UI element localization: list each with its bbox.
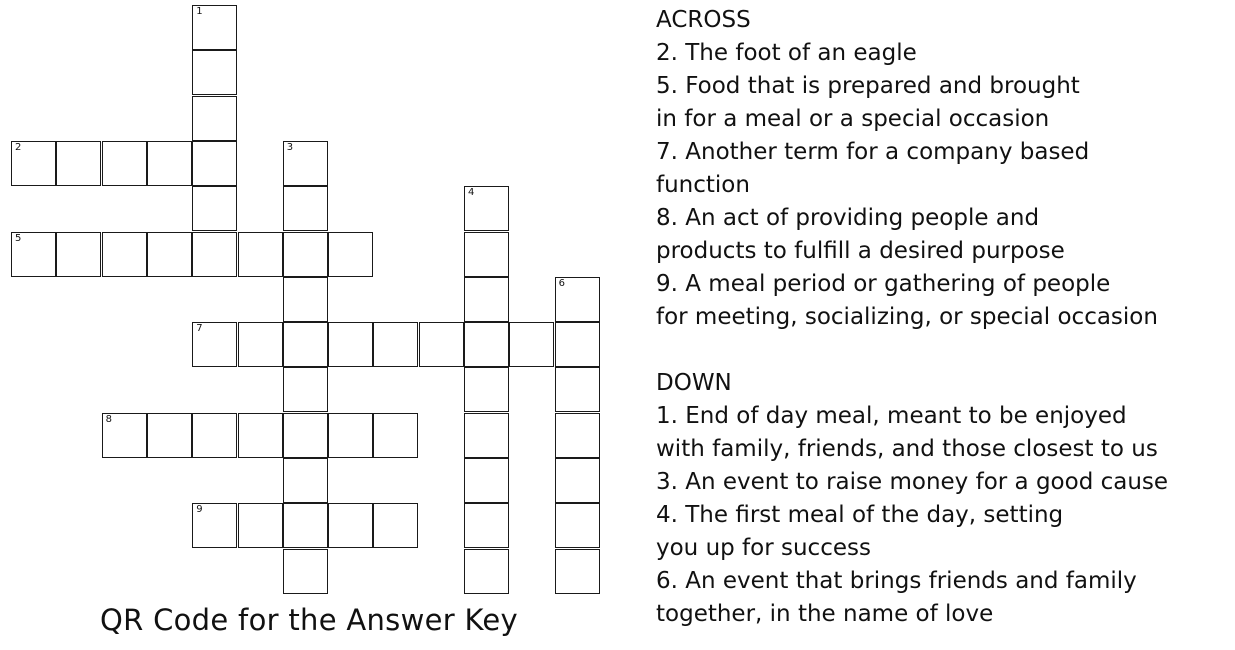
grid-cell[interactable] <box>283 549 328 594</box>
grid-cell[interactable] <box>102 413 147 458</box>
grid-cell[interactable] <box>192 50 237 95</box>
clue-number: 3 <box>286 141 294 153</box>
grid-cell[interactable] <box>56 232 101 277</box>
grid-cell[interactable] <box>192 503 237 548</box>
grid-cell[interactable] <box>56 141 101 186</box>
clue-number: 2 <box>15 141 22 153</box>
clue-number: 6 <box>558 277 565 289</box>
grid-cell[interactable] <box>147 413 192 458</box>
across-clue-line: 2. The foot of an eagle <box>656 40 917 66</box>
grid-cell[interactable] <box>238 503 283 548</box>
grid-cell[interactable] <box>11 141 56 186</box>
grid-cell[interactable] <box>238 413 283 458</box>
grid-cell[interactable] <box>464 413 509 458</box>
grid-cell[interactable] <box>419 322 464 367</box>
grid-cell[interactable] <box>464 458 509 503</box>
grid-cell[interactable] <box>283 503 328 548</box>
across-clue-line: 9. A meal period or gathering of people <box>656 271 1111 297</box>
grid-cell[interactable] <box>328 232 373 277</box>
grid-cell[interactable] <box>283 232 328 277</box>
grid-cell[interactable] <box>555 367 600 412</box>
grid-cell[interactable] <box>555 503 600 548</box>
grid-cell[interactable] <box>283 367 328 412</box>
grid-cell[interactable] <box>238 322 283 367</box>
down-clue-line: 4. The first meal of the day, setting <box>656 502 1064 528</box>
grid-cell[interactable] <box>555 458 600 503</box>
grid-cell[interactable] <box>192 5 237 50</box>
grid-cell[interactable] <box>283 458 328 503</box>
grid-cell[interactable] <box>102 141 147 186</box>
clue-number: 1 <box>196 6 203 17</box>
grid-cell[interactable] <box>555 549 600 594</box>
grid-cell[interactable] <box>464 277 509 322</box>
down-clue-line: together, in the name of love <box>656 601 994 627</box>
grid-cell[interactable] <box>192 186 237 231</box>
across-clue-line: in for a meal or a special occasion <box>656 106 1050 132</box>
grid-cell[interactable] <box>283 141 328 186</box>
grid-cell[interactable] <box>283 413 328 458</box>
grid-cell[interactable] <box>238 232 283 277</box>
grid-cell[interactable] <box>192 232 237 277</box>
grid-cell[interactable] <box>11 232 56 277</box>
grid-cell[interactable] <box>509 322 554 367</box>
grid-cell[interactable] <box>192 322 237 367</box>
down-clue-line: you up for success <box>656 535 871 561</box>
across-clue-line: products to fulfill a desired purpose <box>656 238 1065 264</box>
across-clue-line: 7. Another term for a company based <box>656 139 1090 165</box>
clues-panel <box>656 4 1235 631</box>
across-clue-line: function <box>656 172 750 198</box>
across-clue-line: for meeting, socializing, or special occasion <box>656 304 1158 330</box>
grid-cell[interactable] <box>373 413 418 458</box>
grid-cell[interactable] <box>328 322 373 367</box>
across-clue-line: 8. An act of providing people and <box>656 205 1040 231</box>
grid-cell[interactable] <box>464 503 509 548</box>
grid-cell[interactable] <box>328 413 373 458</box>
down-clue-line: 1. End of day meal, meant to be enjoyed <box>656 403 1127 429</box>
grid-cell[interactable] <box>147 232 192 277</box>
grid-cell[interactable] <box>373 503 418 548</box>
clue-number: 7 <box>196 323 203 335</box>
grid-cell[interactable] <box>464 186 509 231</box>
grid-cell[interactable] <box>464 322 509 367</box>
clue-number: 9 <box>196 504 203 516</box>
down-clue-line: 3. An event to raise money for a good cause <box>656 469 1169 495</box>
down-clue-line: 6. An event that brings friends and family <box>656 568 1137 594</box>
grid-cell[interactable] <box>283 186 328 231</box>
grid-cell[interactable] <box>464 367 509 412</box>
clue-number: 8 <box>105 413 112 425</box>
grid-cell[interactable] <box>102 232 147 277</box>
grid-cell[interactable] <box>328 503 373 548</box>
grid-cell[interactable] <box>464 549 509 594</box>
across-heading: ACROSS <box>656 7 751 33</box>
grid-cell[interactable] <box>373 322 418 367</box>
across-clue-line: 5. Food that is prepared and brought <box>656 73 1080 99</box>
grid-cell[interactable] <box>192 141 237 186</box>
clue-number: 5 <box>15 232 22 244</box>
grid-cell[interactable] <box>283 277 328 322</box>
grid-cell[interactable] <box>147 141 192 186</box>
grid-cell[interactable] <box>283 322 328 367</box>
crossword-grid <box>0 0 620 600</box>
grid-cell[interactable] <box>555 322 600 367</box>
clue-number: 4 <box>468 187 475 199</box>
grid-cell[interactable] <box>555 277 600 322</box>
down-clue-line: with family, friends, and those closest to us <box>656 436 1158 462</box>
down-heading: DOWN <box>656 370 732 396</box>
section-spacer <box>656 334 1235 367</box>
answer-key-caption: QR Code for the Answer Key <box>100 603 518 637</box>
grid-cell[interactable] <box>192 413 237 458</box>
grid-cell[interactable] <box>192 96 237 141</box>
grid-cell[interactable] <box>464 232 509 277</box>
grid-cell[interactable] <box>555 413 600 458</box>
